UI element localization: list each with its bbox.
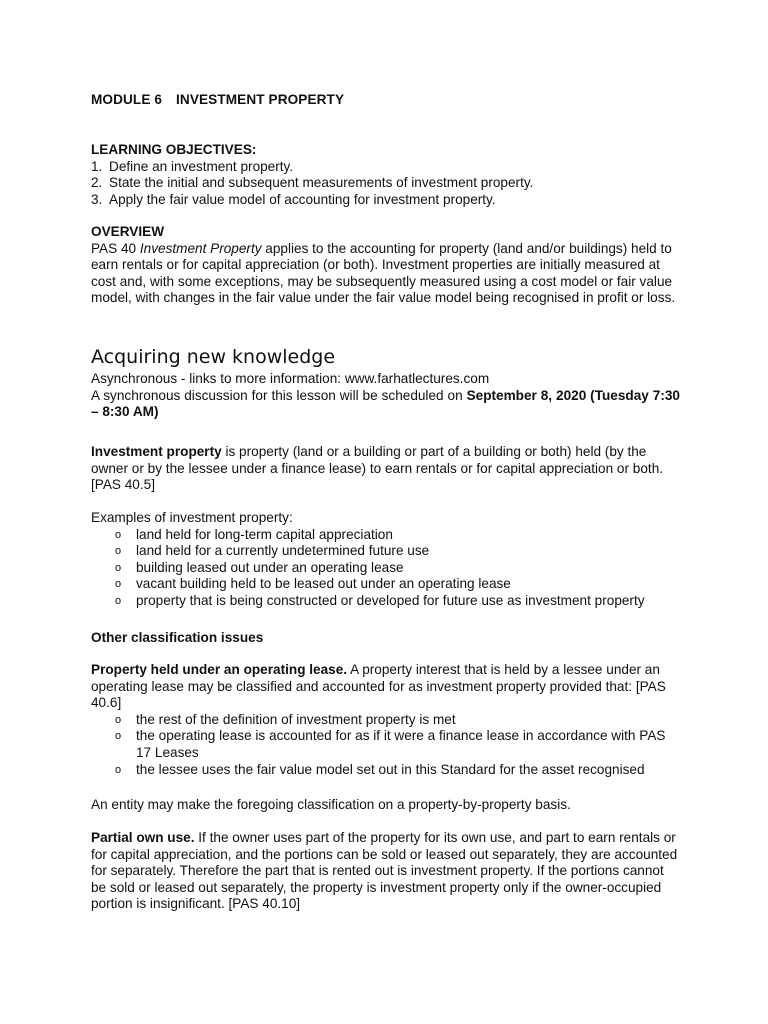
acquiring-knowledge-heading: Acquiring new knowledge xyxy=(91,346,336,368)
partial-use-paragraph: Partial own use. If the owner uses part of the property for its own use, and part to earn rentals or for capital appreciation, and the portions can be sold or leased out separately, they are accounted for separately. Therefore the part that is rented out is investment property. If the portions cannot be sold or leased out separately, the property is investment property only if the owner-occupied portion is insignificant. [PAS 40.10] xyxy=(91,830,678,912)
bullet-icon: o xyxy=(115,713,122,726)
bullet-icon: o xyxy=(115,578,122,591)
schedule-section xyxy=(91,371,680,421)
operating-lease-section xyxy=(91,662,680,778)
examples-section xyxy=(91,510,680,610)
list-item: o vacant building held to be leased out under an operating lease xyxy=(115,576,511,592)
list-item: o building leased out under an operating lease xyxy=(115,559,404,575)
bullet-icon: o xyxy=(115,594,122,607)
list-item: o land held for a currently undetermined future use xyxy=(115,543,430,559)
bullet-icon: o xyxy=(115,730,122,743)
learning-objectives-section xyxy=(91,142,680,208)
bullet-icon: o xyxy=(115,561,122,574)
module-number: MODULE 6 xyxy=(91,92,163,107)
module-name: INVESTMENT PROPERTY xyxy=(176,92,345,107)
definition-term: Investment property xyxy=(91,444,222,459)
operating-lease-list xyxy=(91,712,680,778)
examples-intro: Examples of investment property: xyxy=(91,510,293,525)
list-item: o land held for long-term capital appreciation xyxy=(115,526,393,542)
objective-item: 3. Apply the fair value model of accounting for investment property. xyxy=(91,191,496,207)
module-title xyxy=(91,92,344,107)
objective-item: 1. Define an investment property. xyxy=(91,158,294,174)
operating-lease-term: Property held under an operating lease. xyxy=(91,662,348,677)
overview-heading: OVERVIEW xyxy=(91,224,165,239)
sync-line: A synchronous discussion for this lesson will be scheduled on September 8, 2020 (Tuesday 7:30 – 8:30 AM) xyxy=(91,387,680,420)
list-item: o the lessee uses the fair value model set out in this Standard for the asset recognised xyxy=(115,761,645,777)
standard-title: Investment Property xyxy=(139,240,262,256)
objectives-list xyxy=(91,159,680,209)
list-item: o the rest of the definition of investment property is met xyxy=(115,711,456,727)
bullet-icon: o xyxy=(115,545,122,558)
examples-list xyxy=(91,527,680,610)
list-item: o property that is being constructed or developed for future use as investment property xyxy=(115,592,645,608)
bullet-icon: o xyxy=(115,528,122,541)
bullet-icon: o xyxy=(115,763,122,776)
partial-use-term: Partial own use. xyxy=(91,830,195,845)
sync-date: September 8, 2020 (Tuesday 7:30 – 8:30 AM) xyxy=(91,387,680,420)
definition-paragraph: Investment property is property (land or a building or part of a building or both) held (by the owner or by the lessee under a finance lease) to earn rentals or for capital appreciation or both. [PAS 40.5] xyxy=(91,444,664,493)
operating-lease-paragraph: Property held under an operating lease. A property interest that is held by a lessee under an operating lease may be classified and accounted for as investment property provided that: [PAS 40.6] xyxy=(91,662,666,711)
objective-item: 2. State the initial and subsequent measurements of investment property. xyxy=(91,175,534,191)
other-issues-heading: Other classification issues xyxy=(91,630,264,645)
async-line: Asynchronous - links to more information: www.farhatlectures.com xyxy=(91,371,490,386)
list-item: o the operating lease is accounted for as if it were a finance lease in accordance with PAS 17 Leases xyxy=(115,728,666,760)
overview-section xyxy=(91,224,680,307)
overview-paragraph: PAS 40 Investment Property applies to the accounting for property (land and/or buildings) held to earn rentals or for capital appreciation (or both). Investment properties are initially measured at cost and, with some exceptions, may be subsequently measured using a cost model or fair value model, with changes in the fair value under the fair value model being recognised in profit or loss. xyxy=(91,240,676,306)
operating-lease-note: An entity may make the foregoing classification on a property-by-property basis. xyxy=(91,797,571,812)
learning-objectives-heading: LEARNING OBJECTIVES: xyxy=(91,142,257,157)
